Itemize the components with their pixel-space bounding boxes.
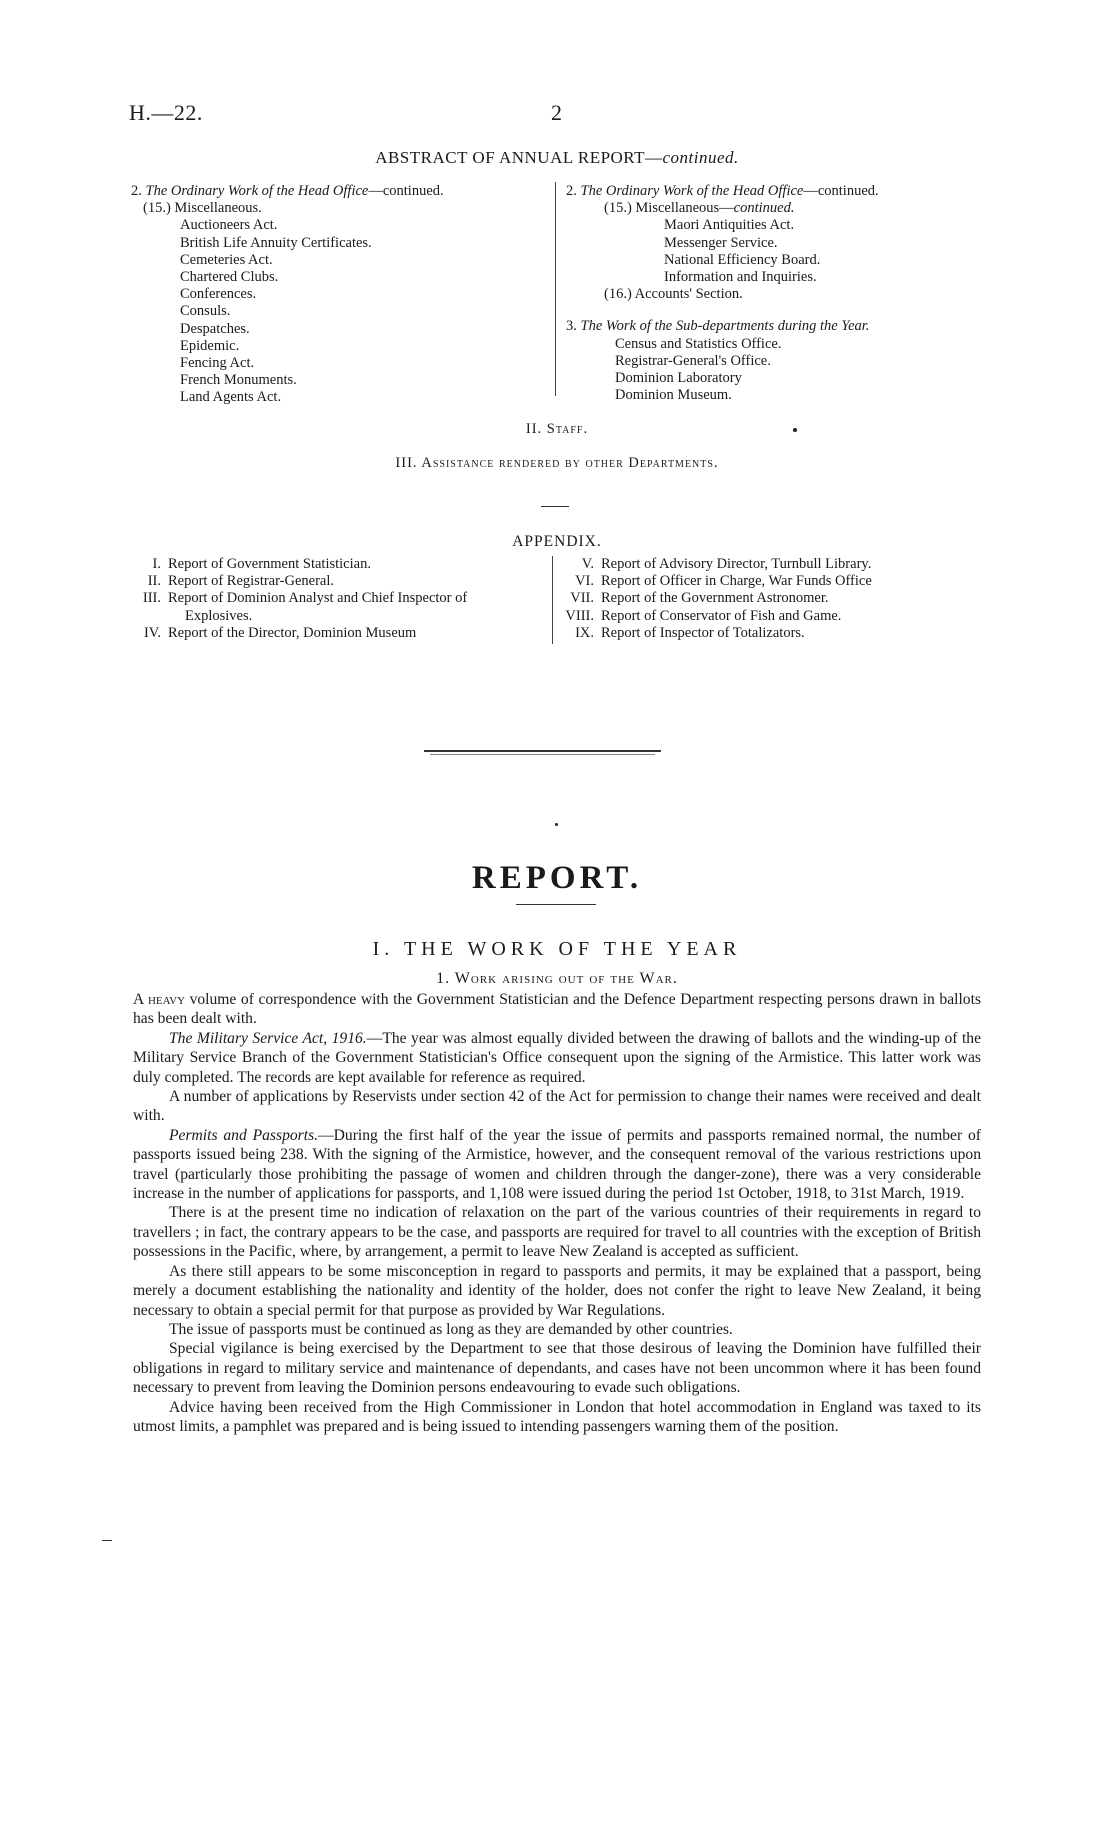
list-item: British Life Annuity Certificates. <box>180 234 372 251</box>
decorative-separator <box>424 750 661 752</box>
appendix-left-list <box>127 556 557 642</box>
sub-departments-heading: 3. The Work of the Sub-departments during the Year. <box>566 318 870 335</box>
column-divider <box>555 182 556 396</box>
list-item: Epidemic. <box>180 337 240 354</box>
list-item: Despatches. <box>180 320 250 337</box>
list-item: Fencing Act. <box>180 355 255 372</box>
appendix-item: VI. Report of Officer in Charge, War Funds Office <box>575 573 872 590</box>
ink-speck <box>793 428 797 432</box>
work-of-year-heading: I. THE WORK OF THE YEAR <box>372 938 742 960</box>
section-staff: II. Staff. <box>525 421 589 437</box>
appendix-item: II. Report of Registrar-General. <box>147 573 334 590</box>
report-title-rule <box>516 904 596 905</box>
appendix-item: V. Report of Advisory Director, Turnbull Library. <box>581 556 872 572</box>
list-item: Maori Antiquities Act. <box>664 217 795 234</box>
appendix-item: IX. Report of Inspector of Totalizators. <box>575 624 805 641</box>
left-heading: 2. The Ordinary Work of the Head Office—continued. <box>131 183 444 199</box>
right-subheading: (15.) Miscellaneous—continued. <box>604 200 795 217</box>
list-item: Land Agents Act. <box>180 389 282 406</box>
appendix-item: I. Report of Government Statistician. <box>152 556 371 572</box>
paragraph: The issue of passports must be continued as long as they are demanded by other countries. <box>169 1320 733 1338</box>
list-item: Registrar-General's Office. <box>615 352 771 369</box>
margin-mark <box>102 1540 112 1541</box>
decorative-separator-thin <box>430 754 655 755</box>
abstract-title <box>0 148 1114 168</box>
paragraph: The Military Service Act, 1916.—The year was almost equally divided between the drawing of ballots and the winding-up of the Military Service Branch of the Government Statistician's Office consequent upon the signing of the Armistice. This latter work was duly completed. The records are kept available for reference as required. <box>133 1029 981 1086</box>
list-item: French Monuments. <box>180 372 297 389</box>
paragraph: Permits and Passports.—During the first half of the year the issue of permits and passports remained normal, the number of passports issued being 238. With the signing of the Armistice, however, and the consequent removal of the various restrictions upon travel (particularly those prohibiting the passage of women and children through the danger-zone), there was a very considerable increase in the number of applications for passports, and 1,108 were issued during the period 1st October, 1918, to 31st March, 1919. <box>133 1126 981 1203</box>
appendix-right-list <box>560 556 980 642</box>
left-subheading: (15.) Miscellaneous. <box>143 200 262 217</box>
appendix-title: APPENDIX. <box>512 533 602 550</box>
abstract-left-column <box>131 183 444 407</box>
list-item: National Efficiency Board. <box>664 251 821 268</box>
list-item: Chartered Clubs. <box>180 269 279 286</box>
paragraph: Special vigilance is being exercised by the Department to see that those desirous of leaving the Dominion have fulfilled their obligations in regard to military service and maintenance of dependants, and cases have not been uncommon where it has been found necessary to prevent from leaving the Dominion persons endeavouring to evade such obligations. <box>133 1340 981 1397</box>
appendix-item: VIII. Report of Conservator of Fish and Game. <box>565 607 842 624</box>
accounts-section: (16.) Accounts' Section. <box>604 286 743 303</box>
paragraph: A number of applications by Reservists under section 42 of the Act for permission to change their names were received and dealt with. <box>133 1088 981 1125</box>
appendix-item: IV. Report of the Director, Dominion Museum <box>143 624 417 641</box>
list-item: Information and Inquiries. <box>664 269 817 286</box>
list-item: Census and Statistics Office. <box>615 335 782 352</box>
list-item: Consuls. <box>180 303 231 320</box>
report-body <box>133 990 981 1436</box>
appendix-item: III. Report of Dominion Analyst and Chief Inspector of <box>142 590 468 607</box>
list-item: Auctioneers Act. <box>180 217 278 234</box>
paragraph: A heavy volume of correspondence with the Government Statistician and the Defence Department respecting persons drawn in ballots has been dealt with. <box>133 991 981 1028</box>
ink-speck <box>555 823 558 826</box>
appendix-item-continuation: Explosives. <box>185 607 253 624</box>
report-title: REPORT. <box>471 860 643 896</box>
paragraph: There is at the present time no indication of relaxation on the part of the various countries of their requirements in regard to travellers ; in fact, the contrary appears to be the case, and passports are required for travel to all countries with the exception of British possessions in the Pacific, where, by arrangement, a permit to leave New Zealand is accepted as sufficient. <box>133 1204 981 1261</box>
abstract-title-continued: continued. <box>662 148 739 167</box>
list-item: Dominion Laboratory <box>615 370 742 387</box>
abstract-right-column <box>566 183 879 404</box>
document-reference: H.—22. <box>129 100 203 125</box>
appendix-item: VII. Report of the Government Astronomer. <box>570 590 829 607</box>
list-item: Conferences. <box>180 286 257 303</box>
right-heading: 2. The Ordinary Work of the Head Office—continued. <box>566 183 879 199</box>
abstract-title-main: ABSTRACT OF ANNUAL REPORT— <box>375 148 663 167</box>
section-assistance: III. Assistance rendered by other Departments. <box>395 455 719 471</box>
short-rule <box>541 506 569 507</box>
list-item: Messenger Service. <box>664 234 778 251</box>
list-item: Dominion Museum. <box>615 387 732 404</box>
work-arising-heading: 1. Work arising out of the War. <box>436 970 678 987</box>
page-number: 2 <box>551 100 562 125</box>
paragraph: Advice having been received from the High Commissioner in London that hotel accommodation in England was taxed to its utmost limits, a pamphlet was prepared and is being issued to intending passengers warning them of the position. <box>133 1398 981 1435</box>
appendix-divider <box>552 556 553 644</box>
list-item: Cemeteries Act. <box>180 251 273 268</box>
paragraph: As there still appears to be some misconception in regard to passports and permits, it may be explained that a passport, being merely a document establishing the nationality and identity of the holder, does not confer the right to leave New Zealand, it being necessary to obtain a special permit for that purpose as provided by War Regulations. <box>133 1262 981 1319</box>
